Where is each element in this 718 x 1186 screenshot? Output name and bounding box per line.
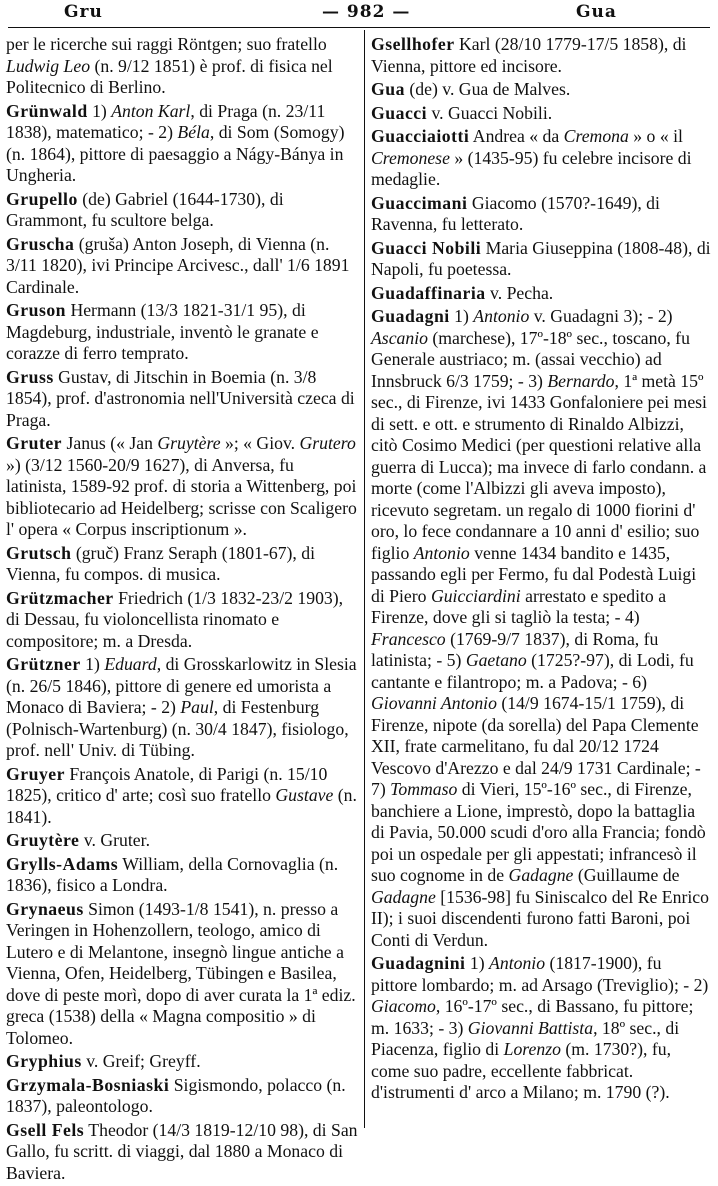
entry-headword: Gruyer <box>6 763 65 784</box>
entry-text: (gruša) Anton Joseph, di Vienna (n. 3/11 1820), ivi Principe Arcivesc., dall' 1/6 1891 Cardinale. <box>6 233 350 297</box>
entry-headword: Gruscha <box>6 233 75 254</box>
entry-headword: Gruson <box>6 300 67 320</box>
dictionary-entry <box>6 101 358 187</box>
dictionary-entry <box>6 300 358 365</box>
header-left-guideword: Gru <box>64 2 103 22</box>
dictionary-entry <box>6 588 358 653</box>
column-divider <box>364 30 365 1128</box>
entry-headword: Guadagni <box>371 306 450 326</box>
entry-headword: Gruss <box>6 366 54 387</box>
left-column <box>6 34 358 1186</box>
dictionary-entry <box>371 306 712 951</box>
entry-text: Theodor (14/3 1819-12/10 98), di San Gallo, fu scritt. di viaggi, dal 1880 a Monaco di Baviera. <box>6 1119 358 1183</box>
entry-text: v. Greif; Greyff. <box>81 1051 201 1071</box>
entry-text: Hermann (13/3 1821-31/1 95), di Magdeburg, industriale, inventò le granate e corazze di ferro temprato. <box>6 300 319 363</box>
entry-headword: Grützner <box>6 654 81 674</box>
dictionary-entry <box>371 103 712 125</box>
dictionary-entry <box>371 126 712 191</box>
dictionary-entry <box>6 1075 358 1118</box>
entry-text: (de) Gabriel (1644-1730), di Grammont, fu scultore belga. <box>6 188 284 230</box>
entry-headword: Grupello <box>6 188 78 209</box>
entry-headword: Guadaffinaria <box>371 282 486 303</box>
entry-headword: Grünwald <box>6 100 88 121</box>
entry-headword: Gua <box>371 79 405 99</box>
entry-text: William, della Cornovaglia (n. 1836), fisico a Londra. <box>6 853 339 895</box>
entry-text: Karl (28/10 1779-17/5 1858), di Vienna, pittore ed incisore. <box>371 34 687 76</box>
entry-headword: Grützmacher <box>6 587 114 608</box>
entry-text: 1) Antonio v. Guadagni 3); - 2) Ascanio (marchese), 17º-18º sec., toscano, fu Generale austriaco; m. (assai vecchio) ad Innsbruck 6/3 1759; - 3) Bernardo, 1ª metà 15º sec., di Firenze, ivi 1433 Gonfaloniere pei mesi di sett. e ott. e strumento di Rinaldo Albizzi, citò Cosimo Medici (per questioni relative alla guerra di Lucca); ma invece di farlo condann. a morte (come l'Albizzi gli aveva imposto), ricevuto segretam. un regalo di 1000 fiorini d' oro, lo fece condannare a 10 anni d' esilio; suo figlio Antonio venne 1434 bandito e 1435, passando egli per Fermo, fu dal Podestà Luigi di Piero Guicciardini arrestato e spedito a Firenze, dove gli si tagliò la testa; - 4) Francesco (1769-9/7 1837), di Roma, fu latinista; - 5) Gaetano (1725?-97), di Lodi, fu cantante e filantropo; m. a Padova; - 6) Giovanni Antonio (14/9 1674-15/1 1759), di Firenze, nipote (da sorella) del Papa Clemente XII, frate carmelitano, fu dal 20/12 1724 Vescovo d'Arezzo e dal 24/9 1731 Cardinale; - 7) Tommaso di Vieri, 15º-16º sec., di Firenze, banchiere a Lione, imprestò, dopo la battaglia di Pavia, 50.000 scudi d'oro alla Francia; fondò poi un ospedale per gli appestati; infrancesò il suo cognome in de Gadagne (Guillaume de Gadagne [1536-98] fu Siniscalco del Re Enrico II); i suoi discendenti furono fatti Baroni, poi Conti di Verdun. <box>371 306 709 950</box>
entry-headword: Gsell Fels <box>6 1119 85 1140</box>
entry-headword: Guacci Nobili <box>371 237 482 258</box>
entry-headword: Gsellhofer <box>371 34 455 54</box>
entry-text: v. Pecha. <box>485 282 554 303</box>
dictionary-entry <box>371 283 712 305</box>
entry-text: Gustav, di Jitschin in Boemia (n. 3/8 1854), prof. d'astronomia nell'Università czeca di Praga. <box>6 366 355 430</box>
dictionary-entry <box>6 189 358 232</box>
dictionary-entry <box>371 238 712 281</box>
entry-text: Giacomo (1570?-1649), di Ravenna, fu letterato. <box>371 192 660 234</box>
dictionary-entry <box>371 34 712 77</box>
dictionary-entry <box>6 764 358 829</box>
entry-headword: Gruter <box>6 433 63 453</box>
entry-text: Andrea « da Cremona » o « il Cremonese » (1435-95) fu celebre incisore di medaglie. <box>371 126 692 189</box>
dictionary-entry <box>6 433 358 541</box>
entry-text: Friedrich (1/3 1832-23/2 1903), di Dessau, fu violoncellista rinomato e compositore; m. a Dresda. <box>6 587 344 651</box>
entry-headword: Guacciaiotti <box>371 126 470 146</box>
entry-headword: Guaccimani <box>371 192 468 213</box>
dictionary-entry <box>6 367 358 432</box>
dictionary-entry <box>6 654 358 762</box>
dictionary-entry <box>6 854 358 897</box>
entry-headword: Gruytère <box>6 830 80 850</box>
entry-text: Sigismondo, polacco (n. 1837), paleontologo. <box>6 1074 346 1116</box>
dictionary-entry <box>6 34 358 99</box>
entry-headword: Grzymala-Bosniaski <box>6 1074 170 1095</box>
header-rule <box>8 27 710 28</box>
entry-text: François Anatole, di Parigi (n. 15/10 1825), critico d' arte; così suo fratello Gustave (n. 1841). <box>6 763 357 827</box>
entry-headword: Guadagnini <box>371 953 466 973</box>
entry-text: v. Gruter. <box>79 830 150 850</box>
header-right-guideword: Gua <box>576 2 617 22</box>
page-number: — 982 — <box>322 2 411 22</box>
entry-headword: Grutsch <box>6 542 72 563</box>
dictionary-entry <box>6 899 358 1050</box>
entry-text: Maria Giuseppina (1808-48), di Napoli, fu poetessa. <box>371 237 711 279</box>
dictionary-entry <box>371 79 712 101</box>
entry-headword: Grynaeus <box>6 898 84 919</box>
entry-text: (gruč) Franz Seraph (1801-67), di Vienna, fu compos. di musica. <box>6 542 316 584</box>
entry-text: Janus (« Jan Gruytère »; « Giov. Grutero ») (3/12 1560-20/9 1627), di Anversa, fu latinista, 1589-92 prof. di storia a Wittenberg, poi bibliotecario ad Heidelberg; scrisse con Scaligero l' opera « Corpus inscriptionum ». <box>6 433 357 539</box>
entry-text: 1) Eduard, di Grosskarlowitz in Slesia (n. 26/5 1846), pittore di genere ed umorista a Monaco di Baviera; - 2) Paul, di Festenburg (Polnisch-Wartenburg) (n. 30/4 1847), fisiologo, prof. nell' Univ. di Tübing. <box>6 654 357 760</box>
page-header <box>0 0 718 26</box>
right-column <box>371 34 712 1106</box>
dictionary-entry <box>6 1120 358 1185</box>
dictionary-entry <box>371 193 712 236</box>
entry-text: per le ricerche sui raggi Röntgen; suo fratello Ludwig Leo (n. 9/12 1851) è prof. di fisica nel Politecnico di Berlino. <box>6 34 333 97</box>
entry-headword: Gryphius <box>6 1051 82 1071</box>
dictionary-entry <box>6 1051 358 1073</box>
entry-text: 1) Anton Karl, di Praga (n. 23/11 1838), matematico; - 2) Béla, di Som (Somogy) (n. 1864), pittore di paesaggio a Nágy-Bánya in Ungheria. <box>6 100 345 185</box>
entry-text: (de) v. Gua de Malves. <box>404 79 571 99</box>
entry-headword: Grylls-Adams <box>6 853 119 874</box>
dictionary-entry <box>371 953 712 1104</box>
entry-text: v. Guacci Nobili. <box>427 102 553 123</box>
entry-text: 1) Antonio (1817-1900), fu pittore lombardo; m. ad Arsago (Treviglio); - 2) Giacomo, 16º-17º sec., di Bassano, fu pittore; m. 1633; - 3) Giovanni Battista, 18º sec., di Piacenza, figlio di Lorenzo (m. 1730?), fu, come suo padre, eccellente fabbricat. d'istrumenti d' arco a Milano; m. 1790 (?). <box>371 953 709 1102</box>
dictionary-entry <box>6 830 358 852</box>
entry-headword: Guacci <box>371 102 428 123</box>
dictionary-entry <box>6 543 358 586</box>
entry-text: Simon (1493-1/8 1541), n. presso a Veringen in Hohenzollern, teologo, amico di Lutero e di Melantone, insegnò lingue antiche a Vienna, Ofen, Heidelberg, Tübingen e Basilea, dove di peste morì, dopo di aver curata la 1ª ediz. greca (1538) della « Magna compositio » di Tolomeo. <box>6 898 356 1048</box>
dictionary-entry <box>6 234 358 299</box>
